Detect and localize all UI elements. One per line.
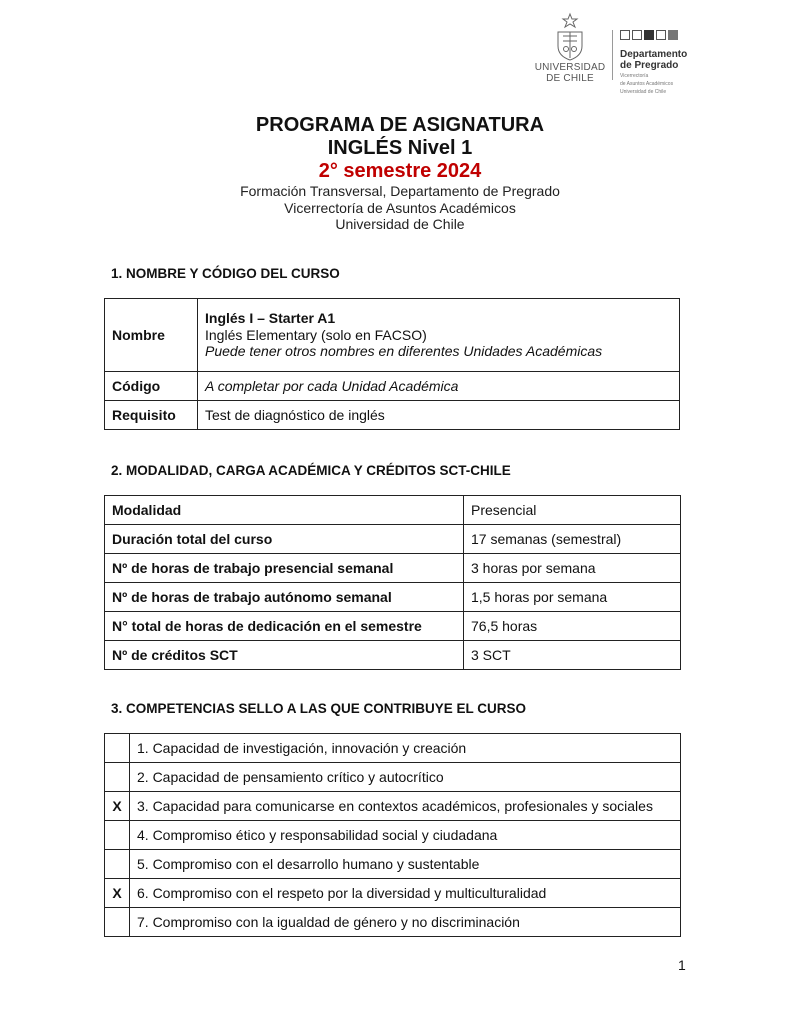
competency-text: 5. Compromiso con el desarrollo humano y sustentable [130,850,681,879]
workload-label: N° total de horas de dedicación en el semestre [105,612,464,641]
table-row [105,734,681,763]
workload-value: Presencial [464,496,681,525]
competency-text: 6. Compromiso con el respeto por la diversidad y multiculturalidad [130,879,681,908]
table-row [105,879,681,908]
workload-value: 3 SCT [464,641,681,670]
codigo-label: Código [105,372,198,401]
table-row [105,908,681,937]
competency-text: 3. Capacidad para comunicarse en contextos académicos, profesionales y sociales [130,792,681,821]
competency-text: 1. Capacidad de investigación, innovación y creación [130,734,681,763]
competency-mark [105,734,130,763]
section2-heading: 2. MODALIDAD, CARGA ACADÉMICA Y CRÉDITOS SCT-CHILE [111,463,511,478]
competency-text: 2. Capacidad de pensamiento crítico y autocrítico [130,763,681,792]
requisito-label: Requisito [105,401,198,430]
pregrado-mark-icon [620,28,678,40]
workload-label: Duración total del curso [105,525,464,554]
table-row [105,583,681,612]
page-number: 1 [678,957,686,973]
competency-text: 4. Compromiso ético y responsabilidad social y ciudadana [130,821,681,850]
dp-logo-title-line1: Departamento [620,49,688,60]
course-name-table [104,298,680,430]
nombre-label: Nombre [105,299,198,372]
dp-logo-sub-line2: de Asuntos Académicos [620,81,674,87]
workload-value: 17 semanas (semestral) [464,525,681,554]
table-row [105,299,680,372]
workload-label: Modalidad [105,496,464,525]
workload-value: 3 horas por semana [464,554,681,583]
table-row [105,401,680,430]
universidad-de-chile-logo [534,12,606,88]
document-title-block [0,113,800,233]
section3-heading: 3. COMPETENCIAS SELLO A LAS QUE CONTRIBUYE EL CURSO [111,701,527,716]
table-row [105,792,681,821]
competency-mark [105,763,130,792]
workload-value: 76,5 horas [464,612,681,641]
requisito-value: Test de diagnóstico de inglés [198,401,680,430]
competency-mark [105,850,130,879]
competencies-table [104,733,681,937]
workload-label: Nº de horas de trabajo autónomo semanal [105,583,464,612]
table-row [105,372,680,401]
uch-logo-line2: DE CHILE [546,73,594,84]
table-row [105,525,681,554]
competency-mark [105,821,130,850]
subtitle-line2: Vicerrectoría de Asuntos Académicos [284,199,516,216]
dp-logo-sub-line1: Vicerrectoría [620,73,649,79]
table-row [105,850,681,879]
logo-divider [612,30,613,80]
section1-heading: 1. NOMBRE Y CÓDIGO DEL CURSO [111,266,340,281]
workload-value: 1,5 horas por semana [464,583,681,612]
semester-title: 2° semestre 2024 [318,160,482,182]
departamento-pregrado-logo [620,28,730,95]
codigo-value: A completar por cada Unidad Académica [198,372,680,401]
table-row [105,554,681,583]
competency-text: 7. Compromiso con la igualdad de género y no discriminación [130,908,681,937]
uch-logo-line1: UNIVERSIDAD [534,62,606,73]
table-row [105,763,681,792]
nombre-note: Puede tener otros nombres en diferentes Unidades Académicas [205,343,603,360]
subtitle-line1: Formación Transversal, Departamento de Pregrado [240,183,560,199]
course-title: INGLÉS Nivel 1 [327,137,473,159]
table-row [105,641,681,670]
workload-label: Nº de créditos SCT [105,641,464,670]
nombre-cell [198,299,680,372]
competency-mark [105,908,130,937]
nombre-main: Inglés I – Starter A1 [205,310,336,327]
competency-mark: X [105,792,130,821]
workload-label: Nº de horas de trabajo presencial semanal [105,554,464,583]
competency-mark: X [105,879,130,908]
table-row [105,612,681,641]
document-title: PROGRAMA DE ASIGNATURA [255,114,545,136]
university-crest-icon [550,12,590,62]
workload-table [104,495,681,670]
nombre-alt: Inglés Elementary (solo en FACSO) [205,326,427,343]
table-row [105,496,681,525]
dp-logo-sub-line3: Universidad de Chile [620,89,667,95]
table-row [105,821,681,850]
subtitle-line3: Universidad de Chile [335,216,465,232]
dp-logo-title-line2: de Pregrado [620,60,679,71]
